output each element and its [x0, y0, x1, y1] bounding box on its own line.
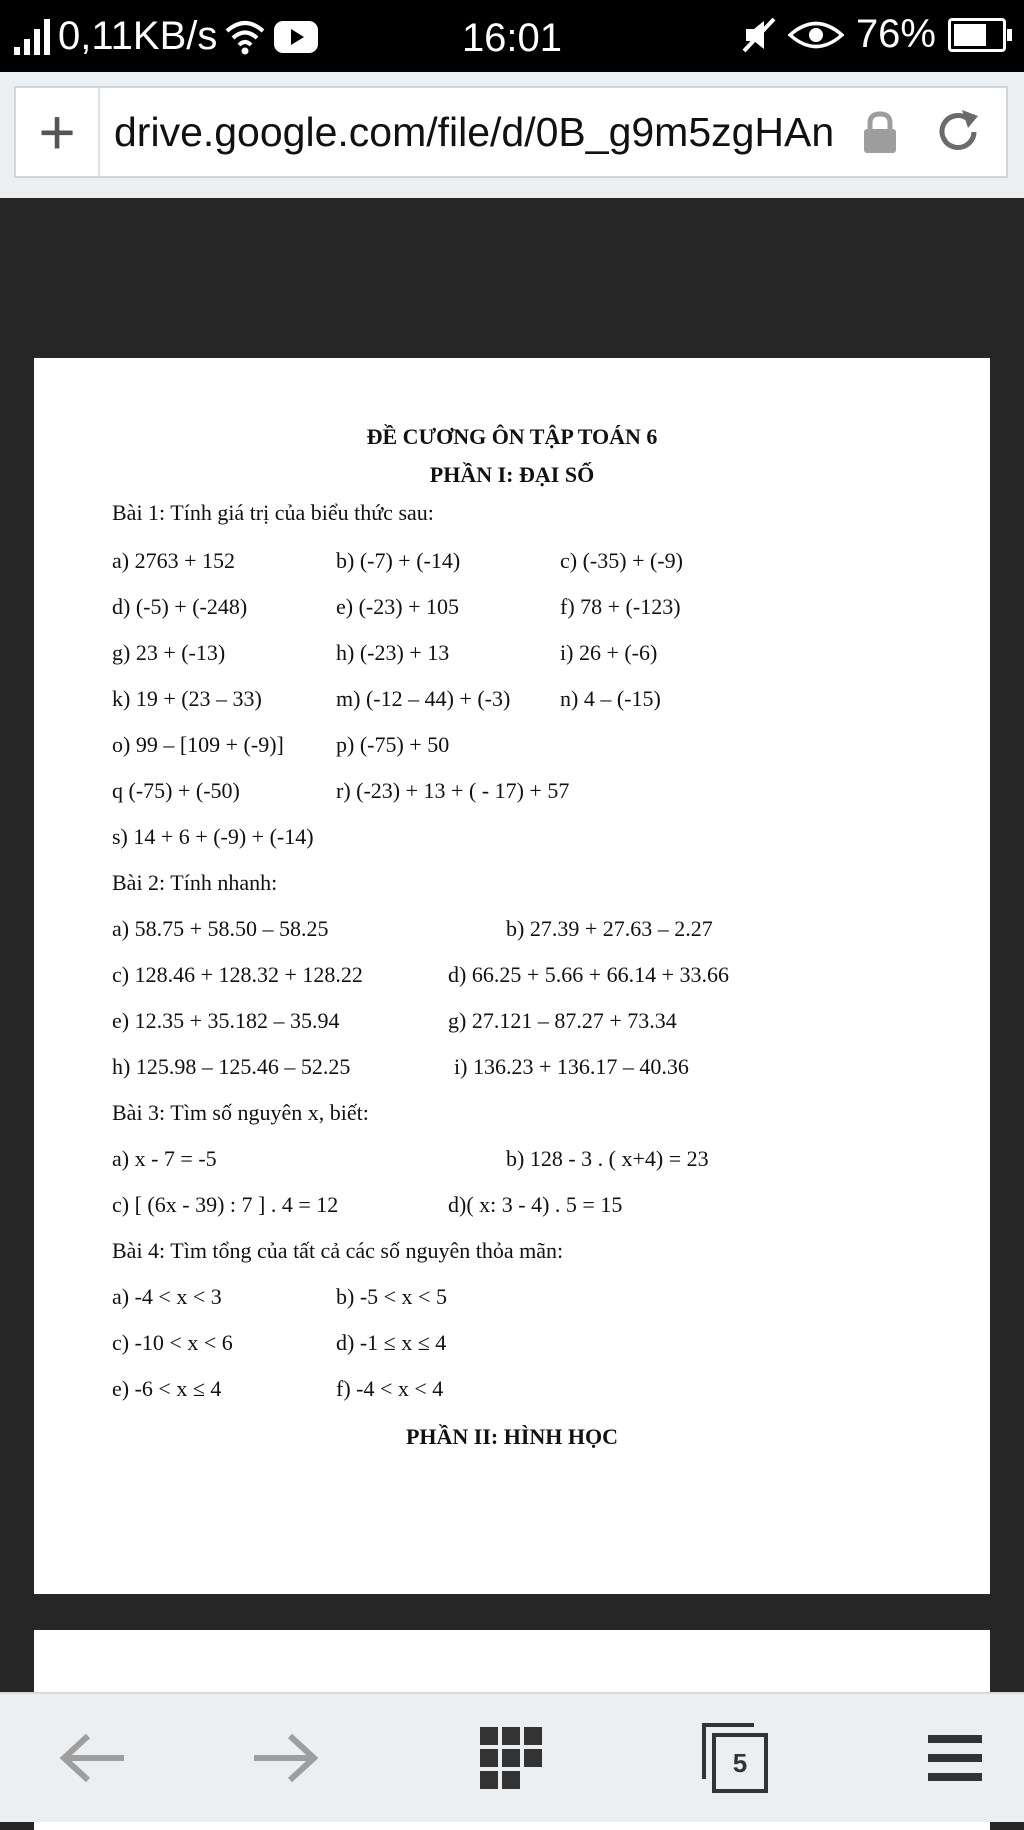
exercise-item: h) 125.98 – 125.46 – 52.25: [112, 1054, 351, 1079]
exercise-item: b) -5 < x < 5: [336, 1284, 447, 1309]
exercise-item: d) 66.25 + 5.66 + 66.14 + 33.66: [448, 962, 730, 987]
exercise-item: k) 19 + (23 – 33): [112, 686, 262, 711]
address-bar[interactable]: [14, 86, 1008, 178]
exercise-item: d)( x: 3 - 4) . 5 = 15: [448, 1192, 623, 1217]
exercise-item: i) 136.23 + 136.17 – 40.36: [454, 1054, 689, 1079]
status-bar: [0, 0, 1024, 72]
exercise-item: b) 128 - 3 . ( x+4) = 23: [506, 1146, 709, 1171]
eye-icon: [788, 18, 844, 52]
mute-icon: [742, 17, 776, 53]
exercise-item: g) 23 + (-13): [112, 640, 226, 665]
tabs-button[interactable]: [660, 1694, 810, 1822]
reload-icon[interactable]: [910, 106, 1006, 158]
part2-heading: PHẦN II: HÌNH HỌC: [405, 1424, 619, 1449]
battery-icon: [948, 18, 1006, 52]
bottom-nav: [0, 1692, 1024, 1822]
part1-heading: PHẦN I: ĐẠI SỐ: [429, 462, 595, 487]
exercise-item: f) 78 + (-123): [560, 594, 681, 619]
menu-button[interactable]: [880, 1694, 1024, 1822]
url-text[interactable]: drive.google.com/file/d/0B_g9m5zgHAn: [114, 108, 835, 155]
back-button[interactable]: [18, 1694, 168, 1822]
exercise-item: h) (-23) + 13: [336, 640, 450, 665]
tabs-count: 5: [732, 1747, 748, 1778]
speed-dial-grid-icon: [478, 1725, 544, 1791]
exercise-item: b) (-7) + (-14): [336, 548, 461, 573]
exercise-item: d) -1 ≤ x ≤ 4: [336, 1330, 447, 1355]
exercise-item: a) x - 7 = -5: [112, 1146, 217, 1171]
speed-dial-button[interactable]: [436, 1694, 586, 1822]
new-tab-plus-icon[interactable]: +: [16, 88, 100, 176]
exercise-item: c) (-35) + (-9): [560, 548, 683, 573]
exercise-item: c) 128.46 + 128.32 + 128.22: [112, 962, 363, 987]
exercise-item: i) 26 + (-6): [560, 640, 658, 665]
exercise-item: m) (-12 – 44) + (-3): [336, 686, 511, 711]
exercise-item: o) 99 – [109 + (-9)]: [112, 732, 284, 757]
exercise-item: c) -10 < x < 6: [112, 1330, 233, 1355]
exercise-item: e) -6 < x ≤ 4: [112, 1376, 222, 1401]
exercise-item: a) 58.75 + 58.50 – 58.25: [112, 916, 329, 941]
forward-button[interactable]: [210, 1694, 360, 1822]
exercise-item: p) (-75) + 50: [336, 732, 450, 757]
back-arrow-icon: [58, 1733, 128, 1783]
exercise-item: e) (-23) + 105: [336, 594, 459, 619]
browser-toolbar: [0, 72, 1024, 198]
exercise-item: q (-75) + (-50): [112, 778, 240, 803]
document-title: ĐỀ CƯƠNG ÔN TẬP TOÁN 6: [366, 424, 658, 449]
exercise-item: g) 27.121 – 87.27 + 73.34: [448, 1008, 677, 1033]
document-page: [34, 358, 990, 1594]
exercise-item: b) 27.39 + 27.63 – 2.27: [506, 916, 713, 941]
lock-icon: [850, 110, 910, 154]
bai1-heading: Bài 1: Tính giá trị của biểu thức sau:: [112, 500, 434, 525]
menu-icon: [926, 1733, 984, 1783]
bai2-heading: Bài 2: Tính nhanh:: [112, 870, 278, 895]
exercise-item: c) [ (6x - 39) : 7 ] . 4 = 12: [112, 1192, 339, 1217]
exercise-item: n) 4 – (-15): [560, 686, 661, 711]
exercise-item: d) (-5) + (-248): [112, 594, 248, 619]
bai3-heading: Bài 3: Tìm số nguyên x, biết:: [112, 1100, 369, 1125]
exercise-item: s) 14 + 6 + (-9) + (-14): [112, 824, 314, 849]
exercise-item: f) -4 < x < 4: [336, 1376, 444, 1401]
clock: 16:01: [461, 16, 563, 60]
tabs-icon: [702, 1723, 768, 1793]
exercise-item: e) 12.35 + 35.182 – 35.94: [112, 1008, 340, 1033]
forward-arrow-icon: [250, 1733, 320, 1783]
exercise-item: a) -4 < x < 3: [112, 1284, 222, 1309]
exercise-item: r) (-23) + 13 + ( - 17) + 57: [336, 778, 570, 803]
bai4-heading: Bài 4: Tìm tổng của tất cả các số nguyên thỏa mãn:: [112, 1238, 564, 1263]
battery-percent: 76%: [855, 12, 936, 56]
exercise-item: a) 2763 + 152: [112, 548, 235, 573]
network-speed: 0,11KB/s: [58, 14, 218, 58]
